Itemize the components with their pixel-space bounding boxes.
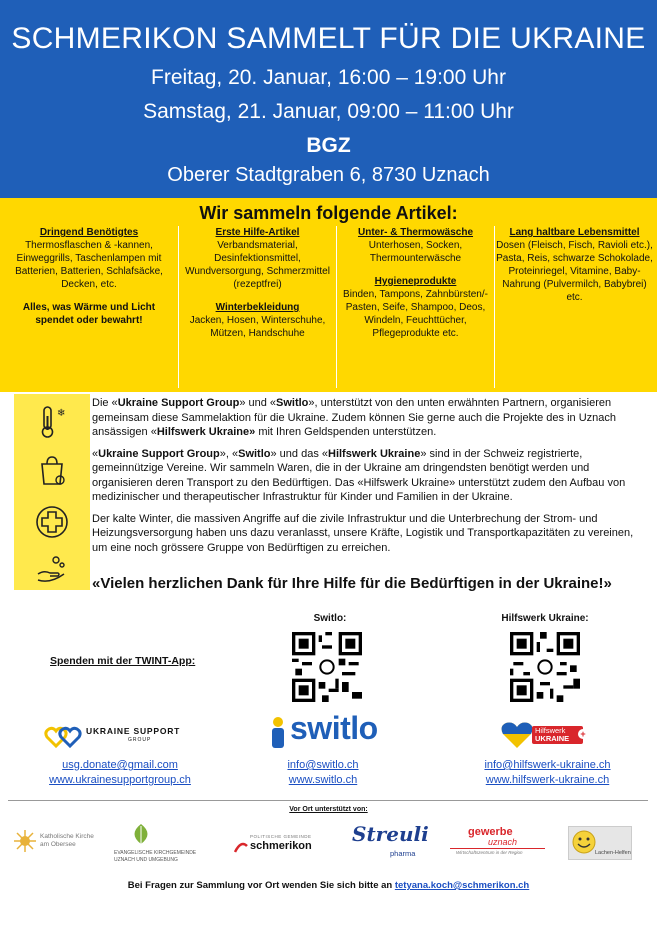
column-first-aid-text: Verbandsmaterial, Desinfektionsmittel, Wundversorgung, Schmerzmittel (rezeptfrei)	[185, 240, 330, 290]
column-urgent-text: Thermosflaschen & -kannen, Einweggrills, Taschenlampen mit Batterien, Batterien, Schlafsäcke, Decken, etc.	[15, 240, 163, 290]
column-food	[494, 226, 654, 388]
hearts-icon	[44, 724, 84, 750]
footer-contact: Bei Fragen zur Sammlung vor Ort wenden Sie sich bitte an tetyana.koch@schmerikon.ch	[127, 880, 530, 891]
date-friday: Freitag, 20. Januar, 16:00 – 19:00 Uhr	[151, 66, 506, 89]
paragraph-3: Der kalte Winter, die massiven Angriffe auf die zivile Infrastruktur und die Unterbrechung der Strom- und Heizungsversorgung haben uns dazu veranlasst, unsere Kräfte, Logistik und Transportkapazitäten zu vereinen, um eine noch grössere Gruppe von Bedürftigen zu erreichen.	[92, 512, 634, 554]
giving-hand-icon	[34, 550, 70, 586]
column-underwear-text: Unterhosen, Socken, Thermounterwäsche	[368, 240, 463, 264]
column-food-title: Lang haltbare Lebensmittel	[509, 227, 640, 238]
plus-icon: +	[578, 729, 588, 739]
smiley-icon	[571, 829, 597, 855]
ukraine-support-group-logo: UKRAINE SUPPORT GROUP	[44, 722, 194, 752]
hilfswerk-badge: Hilfswerk UKRAINE	[532, 726, 583, 744]
icon-sidebar	[14, 394, 90, 590]
hilfswerk-email-link[interactable]: info@hilfswerk-ukraine.ch	[484, 759, 611, 771]
leaf-icon	[128, 822, 154, 846]
column-first-aid-title: Erste Hilfe-Artikel	[215, 227, 300, 238]
date-saturday: Samstag, 21. Januar, 09:00 – 11:00 Uhr	[143, 100, 514, 123]
hilfswerk-qr-code[interactable]	[510, 632, 580, 702]
switlo-qr-code[interactable]	[292, 632, 362, 702]
thanks-message: «Vielen herzlichen Dank für Ihre Hilfe für die Bedürftigen in der Ukraine!»	[92, 575, 612, 592]
column-underwear-title: Unter- & Thermowäsche	[357, 227, 474, 238]
hilfswerk-qr-label: Hilfswerk Ukraine:	[501, 613, 589, 624]
usg-email-link[interactable]: usg.donate@gmail.com	[62, 759, 178, 771]
katholische-kirche-logo: Katholische Kirche am Obersee	[14, 828, 124, 858]
hilfswerk-website-link[interactable]: www.hilfswerk-ukraine.ch	[485, 774, 610, 786]
streuli-pharma-logo: Streuli pharma	[352, 822, 429, 858]
column-hygiene-text: Binden, Tampons, Zahnbürsten/-Pasten, Seife, Shampoo, Deos, Windeln, Feuchttücher, Pflegeprodukte etc.	[343, 289, 488, 339]
switlo-figure-icon	[268, 716, 288, 750]
column-underwear	[336, 226, 494, 388]
column-hygiene-title: Hygieneprodukte	[374, 276, 457, 287]
usg-website-link[interactable]: www.ukrainesupportgroup.ch	[49, 774, 191, 786]
column-first-aid	[178, 226, 336, 388]
column-urgent-title: Dringend Benötigtes	[39, 227, 139, 238]
body-text	[92, 396, 647, 562]
switlo-email-link[interactable]: info@switlo.ch	[287, 759, 359, 771]
hilfswerk-contacts	[455, 758, 640, 788]
switlo-logo: switlo	[268, 712, 398, 752]
svg-text:❄: ❄	[57, 408, 66, 419]
schmerikon-emblem-icon	[234, 840, 248, 854]
thermometer-snow-icon	[34, 404, 70, 440]
paragraph-2: «Ukraine Support Group», «Switlo» und das «Hilfswerk Ukraine» sind in der Schweiz registrierte, gemeinnützige Vereine. Wir sammeln Waren, die in der Ukraine am dringendsten benötigt werden und organisieren deren Transport zu den Bedürftigen. Das «Hilfswerk Ukraine» unterstützt zudem den Aufbau von medizinischer und therapeutischer Infrastruktur für Kinder und Familien in der Ukraine.	[92, 447, 626, 503]
column-winter-text: Jacken, Hosen, Winterschuhe, Mützen, Handschuhe	[189, 315, 326, 339]
contact-email-link[interactable]: tetyana.koch@schmerikon.ch	[394, 880, 530, 891]
switlo-qr-label: Switlo:	[313, 613, 347, 624]
column-food-text: Dosen (Fleisch, Fisch, Ravioli etc.), Pasta, Reis, schwarze Schokolade, Proteinriegel, Vitamine, Baby-Nahrung (Pulvermilch, Babybrei) etc.	[496, 240, 653, 303]
sun-cross-icon	[14, 830, 36, 852]
header-banner	[0, 0, 657, 198]
shopping-bag-icon	[34, 452, 70, 488]
evangelische-kirchgemeinde-logo: EVANGELISCHE KIRCHGEMEINDE UZNACH UND UMGEBUNG	[114, 822, 224, 866]
schmerikon-logo: POLITISCHE GEMEINDE schmerikon	[232, 834, 332, 858]
switlo-website-link[interactable]: www.switlo.ch	[288, 774, 358, 786]
collection-section	[0, 198, 657, 392]
twint-label: Spenden mit der TWINT-App:	[50, 655, 196, 667]
gewerbe-uznach-logo: gewerbe uznach Wirtschaftszentrum in der Region	[446, 826, 546, 860]
medical-cross-icon	[34, 504, 70, 540]
collection-heading: Wir sammeln folgende Artikel:	[199, 203, 458, 223]
venue: BGZ	[306, 134, 351, 157]
divider	[8, 800, 648, 801]
lachen-helfen-logo: Lachen-Helfen	[568, 826, 632, 860]
heart-flag-icon	[500, 720, 534, 750]
paragraph-1: Die «Ukraine Support Group» und «Switlo», unterstützt von den unten erwähnten Partnern, organisieren gemeinsam diese Sammelaktion für die Ukraine. Zudem können Sie gerne auch die Projekte des in Uznach ansässigen «Hilfswerk Ukraine» mit Ihren Geldspenden unterstützen.	[92, 397, 617, 438]
hilfswerk-ukraine-logo	[500, 720, 600, 750]
page-title: SCHMERIKON SAMMELT FÜR DIE UKRAINE	[11, 22, 646, 55]
column-urgent-note: Alles, was Wärme und Licht spendet oder bewahrt!	[22, 302, 156, 326]
address: Oberer Stadtgraben 6, 8730 Uznach	[167, 164, 490, 186]
usg-contacts	[20, 758, 220, 788]
switlo-contacts	[248, 758, 398, 788]
column-winter-title: Winterbekleidung	[215, 302, 300, 313]
support-label: Vor Ort unterstützt von:	[289, 806, 368, 813]
column-urgent	[4, 226, 174, 388]
